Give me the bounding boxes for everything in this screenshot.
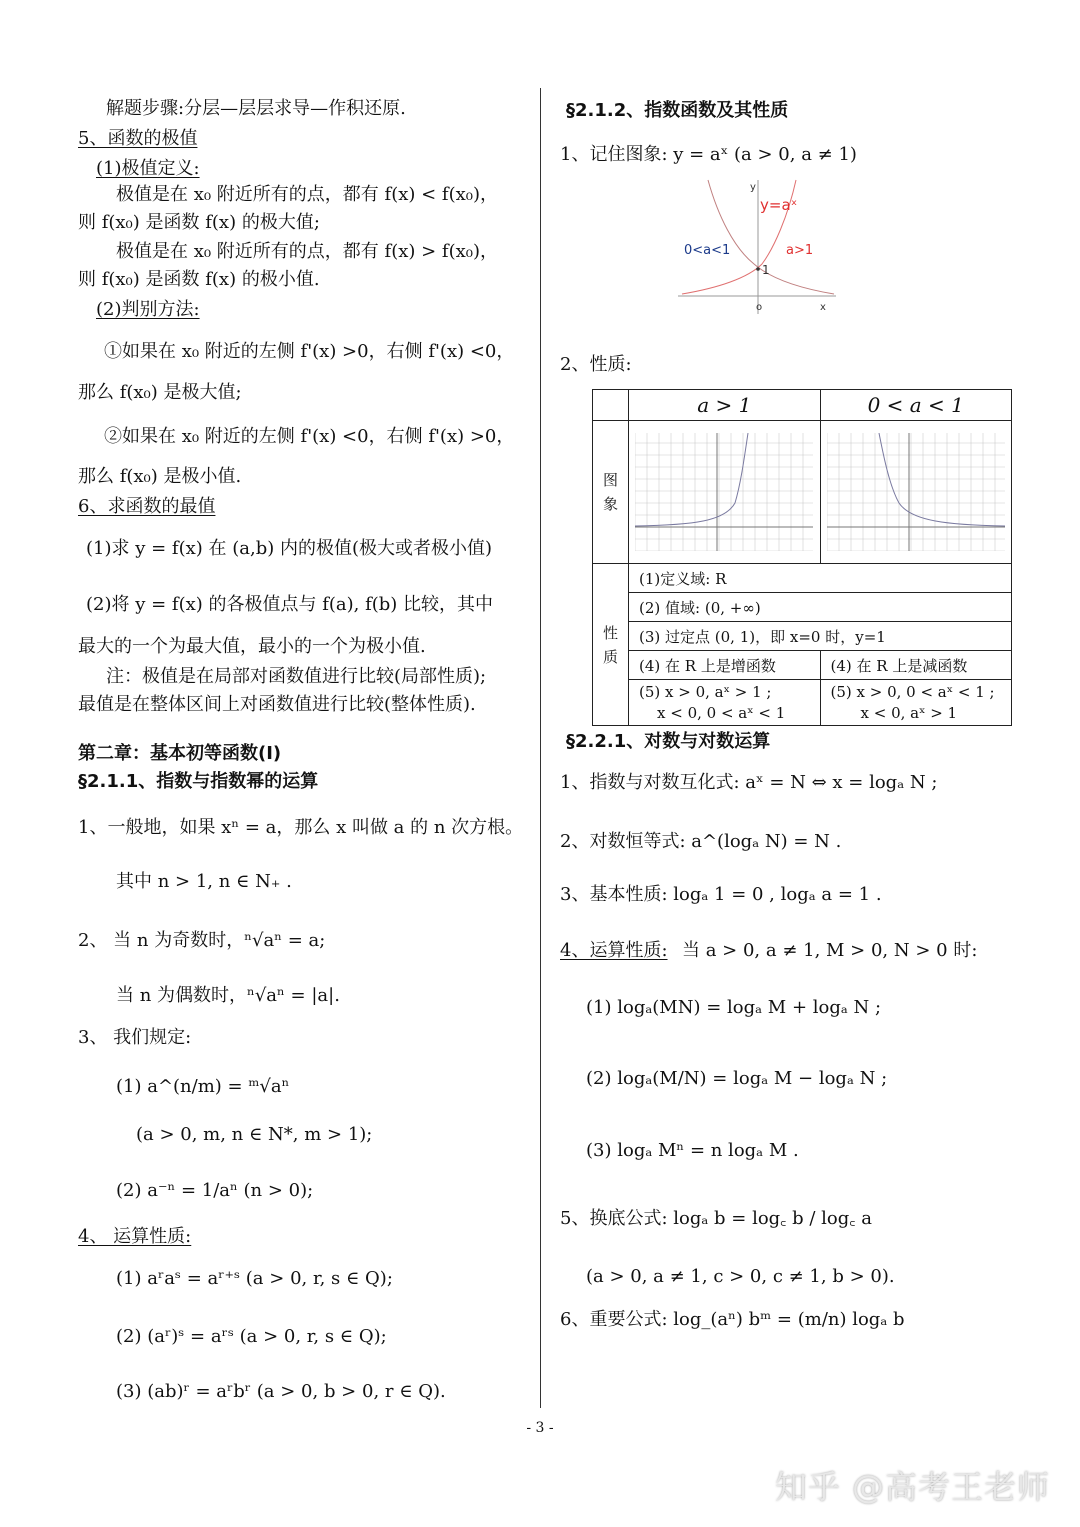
- heading-extremum: 5、函数的极值: [78, 128, 198, 149]
- exponential-graph: [678, 176, 838, 316]
- exp-properties-table: [592, 389, 1012, 726]
- judge-2: ②如果在 x₀ 附近的左侧 f'(x) <0，右侧 f'(x) >0，: [104, 426, 515, 447]
- prop-5b-line1: (5) x > 0, 0 < aˣ < 1 ;: [830, 683, 995, 702]
- log-ops-heading: 4、运算性质:: [560, 940, 668, 961]
- maxmin-1: (1)求 y = f(x) 在 (a,b) 内的极值(极大或者极小值): [86, 538, 493, 559]
- row-label-properties: 性 质: [593, 564, 629, 726]
- graph-equation: y=aˣ: [760, 196, 798, 214]
- increasing-grid-graph: [635, 433, 813, 551]
- important-formula: 6、重要公式: log_(aⁿ) bᵐ = (m/n) logₐ b: [560, 1309, 905, 1330]
- log-conversion: 1、指数与对数互化式: aˣ = N ⇔ x = logₐ N ;: [560, 772, 938, 793]
- prop-5a-line1: (5) x > 0, aˣ > 1 ;: [639, 683, 772, 702]
- prop-increasing: (4) 在 R 上是增函数: [629, 651, 821, 680]
- exp-op-2: (2) (aʳ)ˢ = aʳˢ (a > 0, r, s ∈ Q);: [116, 1326, 387, 1347]
- def-line-c: 极值是在 x₀ 附近所有的点，都有 f(x) > f(x₀)，: [116, 241, 498, 262]
- exp-op-1: (1) aʳaˢ = aʳ⁺ˢ (a > 0, r, s ∈ Q);: [116, 1268, 393, 1289]
- root-condition: 其中 n > 1, n ∈ N₊ .: [116, 871, 292, 892]
- graph-one-label: 1: [762, 263, 770, 277]
- prop-sign-increasing: [629, 680, 821, 726]
- even-root: 当 n 为偶数时，ⁿ√aⁿ = |a|.: [116, 985, 340, 1006]
- log-identity: 2、对数恒等式: a^(logₐ N) = N .: [560, 831, 842, 852]
- properties-heading: 2、性质:: [560, 354, 632, 375]
- log-op-2: (2) logₐ(M/N) = logₐ M − logₐ N ;: [586, 1068, 888, 1089]
- exp-op-3: (3) (ab)ʳ = aʳbʳ (a > 0, b > 0, r ∈ Q).: [116, 1381, 446, 1402]
- prop-range: (2) 值域: (0, +∞): [629, 593, 1012, 622]
- decreasing-curve: [879, 433, 1005, 526]
- prop-5b-line2: x < 0, aˣ > 1: [860, 703, 958, 722]
- header-a-lt-1: 0 < a < 1: [820, 390, 1012, 421]
- row-label-graph: 图 象: [593, 421, 629, 564]
- note-line: 注：极值是在局部对函数值进行比较(局部性质);: [106, 666, 487, 687]
- page-number: - 3 -: [526, 1420, 554, 1436]
- judge-2b: 那么 f(x₀) 是极小值.: [78, 466, 242, 487]
- log-ops-condition: 当 a > 0, a ≠ 1, M > 0, N > 0 时:: [682, 940, 978, 961]
- judge-label: (2)判别方法:: [96, 299, 200, 320]
- log-op-1: (1) logₐ(MN) = logₐ M + logₐ N ;: [586, 997, 882, 1018]
- graph-cell-increasing: [629, 421, 821, 564]
- prop-5a-line2: x < 0, 0 < aˣ < 1: [657, 703, 786, 722]
- def-line-b: 则 f(x₀) 是函数 f(x) 的极大值;: [78, 212, 320, 233]
- header-a-gt-1: a > 1: [629, 390, 821, 421]
- graph-x-label: x: [820, 302, 826, 313]
- derivative-steps: 解题步骤:分层—层层求导—作积还原.: [106, 98, 406, 119]
- prop-decreasing: (4) 在 R 上是减函数: [820, 651, 1012, 680]
- maxmin-2: (2)将 y = f(x) 的各极值点与 f(a), f(b) 比较，其中: [86, 594, 494, 615]
- exp-ops-heading: 4、 运算性质:: [78, 1226, 192, 1247]
- log-basic-props: 3、基本性质: logₐ 1 = 0 , logₐ a = 1 .: [560, 884, 882, 905]
- graph-y-label: y: [750, 182, 756, 193]
- def-line-d: 则 f(x₀) 是函数 f(x) 的极小值.: [78, 269, 320, 290]
- prop-sign-decreasing: [820, 680, 1012, 726]
- prop-fixed-point: (3) 过定点 (0, 1)，即 x=0 时，y=1: [629, 622, 1012, 651]
- section-2-2-1: §2.2.1、对数与对数运算: [566, 731, 771, 752]
- column-divider: [540, 88, 541, 1408]
- prop-domain: (1)定义域: R: [629, 564, 1012, 593]
- decreasing-grid-graph: [827, 433, 1005, 551]
- maxmin-2b: 最大的一个为最大值，最小的一个为极小值.: [78, 636, 426, 657]
- judge-1b: 那么 f(x₀) 是极大值;: [78, 382, 242, 403]
- def-line-a: 极值是在 x₀ 附近所有的点，都有 f(x) < f(x₀)，: [116, 184, 498, 205]
- root-definition: 1、一般地，如果 xⁿ = a，那么 x 叫做 a 的 n 次方根。: [78, 817, 524, 838]
- change-of-base-cond: (a > 0, a ≠ 1, c > 0, c ≠ 1, b > 0).: [586, 1266, 895, 1287]
- memorize-graph: 1、记住图象: y = aˣ (a > 0, a ≠ 1): [560, 144, 857, 165]
- rule-fractional-cond: (a > 0, m, n ∈ N*, m > 1);: [136, 1124, 373, 1145]
- extremum-def-label: (1)极值定义:: [96, 158, 200, 179]
- graph-cell-decreasing: [820, 421, 1012, 564]
- rule-negative-exp: (2) a⁻ⁿ = 1/aⁿ (n > 0);: [116, 1180, 314, 1201]
- change-of-base: 5、换底公式: logₐ b = log꜀ b / log꜀ a: [560, 1208, 872, 1229]
- chapter-2-title: 第二章：基本初等函数(Ⅰ): [78, 743, 282, 764]
- section-2-1-2: §2.1.2、指数函数及其性质: [566, 100, 789, 121]
- judge-1: ①如果在 x₀ 附近的左侧 f'(x) >0，右侧 f'(x) <0，: [104, 341, 515, 362]
- heading-max-min: 6、求函数的最值: [78, 496, 216, 517]
- watermark: 知乎 @高考王老师: [774, 1468, 1050, 1506]
- rules-heading: 3、 我们规定:: [78, 1027, 192, 1048]
- fixed-point: [756, 267, 760, 271]
- corner-cell: [593, 390, 629, 421]
- note-line-b: 最值是在整体区间上对函数值进行比较(整体性质).: [78, 694, 476, 715]
- graph-left-label: 0<a<1: [684, 243, 731, 258]
- graph-right-label: a>1: [786, 243, 814, 258]
- log-op-3: (3) logₐ Mⁿ = n logₐ M .: [586, 1140, 799, 1161]
- odd-root: 2、 当 n 为奇数时，ⁿ√aⁿ = a;: [78, 930, 326, 951]
- rule-fractional-exp: (1) a^(n/m) = ᵐ√aⁿ: [116, 1076, 290, 1097]
- graph-origin-label: o: [756, 302, 763, 313]
- section-2-1-1: §2.1.1、指数与指数幂的运算: [78, 771, 319, 792]
